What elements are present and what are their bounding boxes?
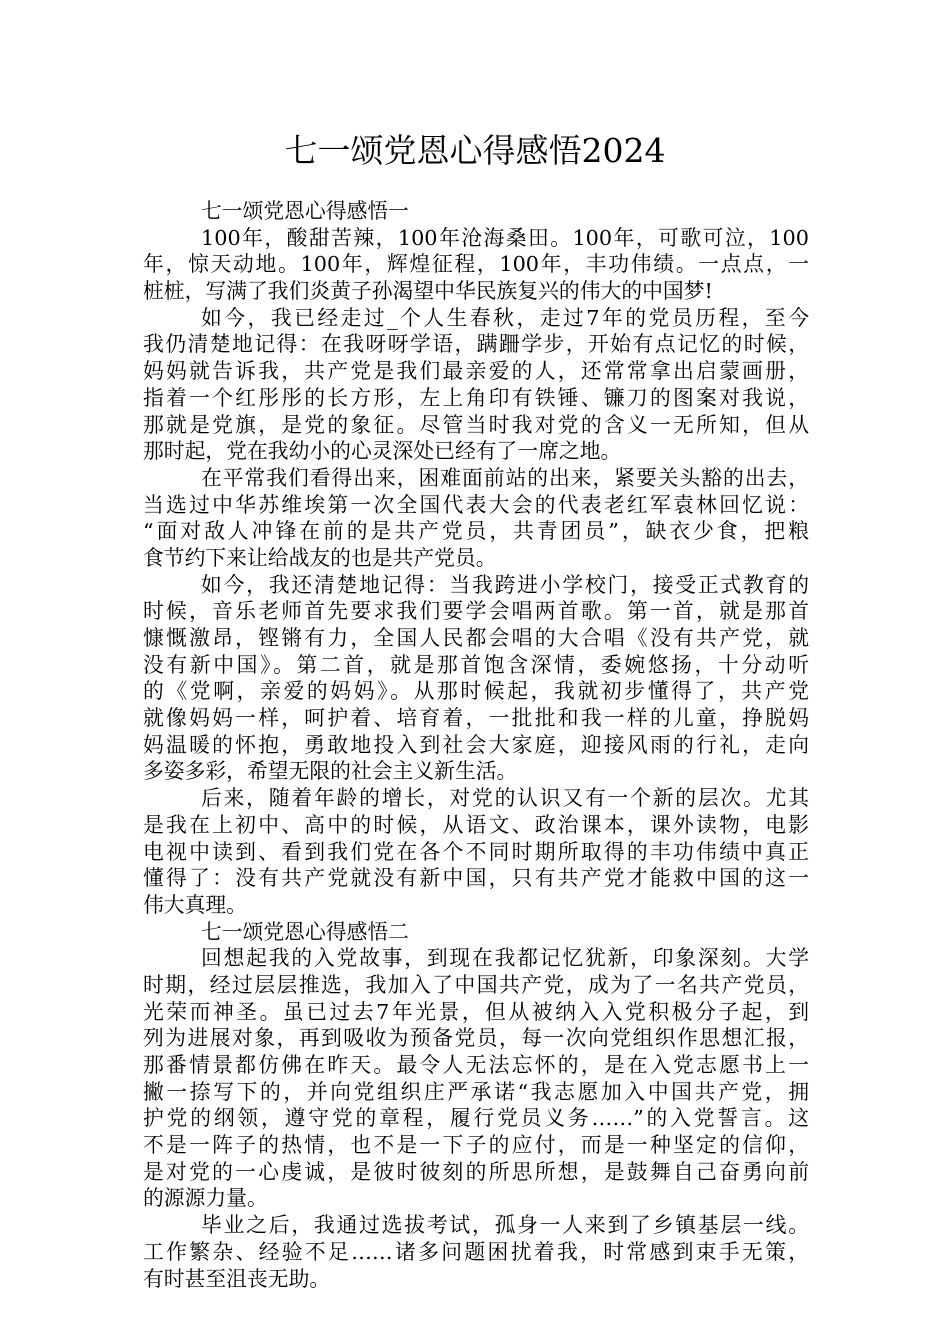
text-line: 食节约下来让给战友的也是共产党员。 [143,545,497,570]
text-line: 工作繁杂、经验不足……诸多问题困扰着我，时常感到束手无策， [143,1239,809,1264]
text-line: 毕业之后，我通过选拔考试，孤身一人来到了乡镇基层一线。 [201,1213,809,1238]
text-line: 就像妈妈一样，呵护着、培育着，一批批和我一样的儿童，挣脱妈 [143,706,809,731]
text-line: 100年，酸甜苦辣，100年沧海桑田。100年，可歌可泣，100 [201,225,809,250]
text-line: 当选过中华苏维埃第一次全国代表大会的代表老红军袁林回忆说： [143,492,809,517]
text-line: 桩桩，写满了我们炎黄子孙渴望中华民族复兴的伟大的中国梦! [143,279,713,304]
section-heading-1: 七一颂党恩心得感悟一 [201,199,409,223]
text-line: 电视中读到、看到我们党在各个不同时期所取得的丰功伟绩中真正 [143,839,809,864]
document-body [143,198,809,1292]
text-line: 多姿多彩，希望无限的社会主义新生活。 [143,759,518,784]
text-line: 是对党的一心虔诚，是彼时彼刻的所思所想，是鼓舞自己奋勇向前 [143,1159,809,1184]
text-line: 是我在上初中、高中的时候，从语文、政治课本，课外读物，电影 [143,812,809,837]
text-line: 的《党啊，亲爱的妈妈》。从那时候起，我就初步懂得了，共产党 [143,679,809,704]
text-line: 时候，音乐老师首先要求我们要学会唱两首歌。第一首，就是那首 [143,599,809,624]
text-line: 后来，随着年龄的增长，对党的认识又有一个新的层次。尤其 [201,786,809,811]
text-line: 有时甚至沮丧无助。 [143,1266,331,1291]
section-heading-2: 七一颂党恩心得感悟二 [201,919,409,944]
text-line: 列为进展对象，再到吸收为预备党员，每一次向党组织作思想汇报， [143,1026,809,1051]
text-line: 那就是党旗，是党的象征。尽管当时我对党的含义一无所知，但从 [143,412,809,437]
text-line: 如今，我已经走过_个人生春秋，走过7年的党员历程，至今 [201,305,809,330]
text-line: 慷慨激昂，铿锵有力，全国人民都会唱的大合唱《没有共产党，就 [143,626,809,650]
text-line: 妈温暖的怀抱，勇敢地投入到社会大家庭，迎接风雨的行礼，走向 [143,732,809,757]
document-title: 七一颂党恩心得感悟2024 [284,131,666,170]
text-line: 那番情景都仿佛在昨天。最令人无法忘怀的，是在入党志愿书上一 [143,1053,809,1077]
text-line: 伟大真理。 [143,892,247,917]
text-line: 回想起我的入党故事，到现在我都记忆犹新，印象深刻。大学 [201,946,809,971]
text-line: 撇一捺写下的，并向党组织庄严承诺“我志愿加入中国共产党，拥 [143,1079,809,1104]
text-line: 那时起，党在我幼小的心灵深处已经有了一席之地。 [143,439,622,464]
text-line: 在平常我们看得出来，困难面前站的出来，紧要关头豁的出去， [201,465,809,490]
text-line: “面对敌人冲锋在前的是共产党员，共青团员”，缺衣少食，把粮 [143,519,809,544]
text-line: 不是一阵子的热情，也不是一下子的应付，而是一种坚定的信仰， [143,1133,809,1158]
text-line: 妈妈就告诉我，共产党是我们最亲爱的人，还常常拿出启蒙画册， [143,359,809,384]
text-line: 时期，经过层层推选，我加入了中国共产党，成为了一名共产党员， [143,972,809,997]
text-line: 护党的纲领，遵守党的章程，履行党员义务……”的入党誓言。这 [143,1106,809,1131]
text-line: 我仍清楚地记得：在我呀呀学语，蹒跚学步，开始有点记忆的时候， [143,332,809,357]
text-line: 懂得了：没有共产党就没有新中国，只有共产党才能救中国的这一 [143,866,809,891]
text-line: 年，惊天动地。100年，辉煌征程，100年，丰功伟绩。一点点，一 [143,252,809,277]
text-line: 指着一个红彤彤的长方形，左上角印有铁锤、镰刀的图案对我说， [143,385,809,410]
text-line: 的源源力量。 [143,1186,268,1211]
text-line: 光荣而神圣。虽已过去7年光景，但从被纳入入党积极分子起，到 [143,999,809,1024]
text-line: 没有新中国》。第二首，就是那首饱含深情，委婉悠扬，十分动听 [143,652,809,677]
text-line: 如今，我还清楚地记得：当我跨进小学校门，接受正式教育的 [201,572,809,597]
